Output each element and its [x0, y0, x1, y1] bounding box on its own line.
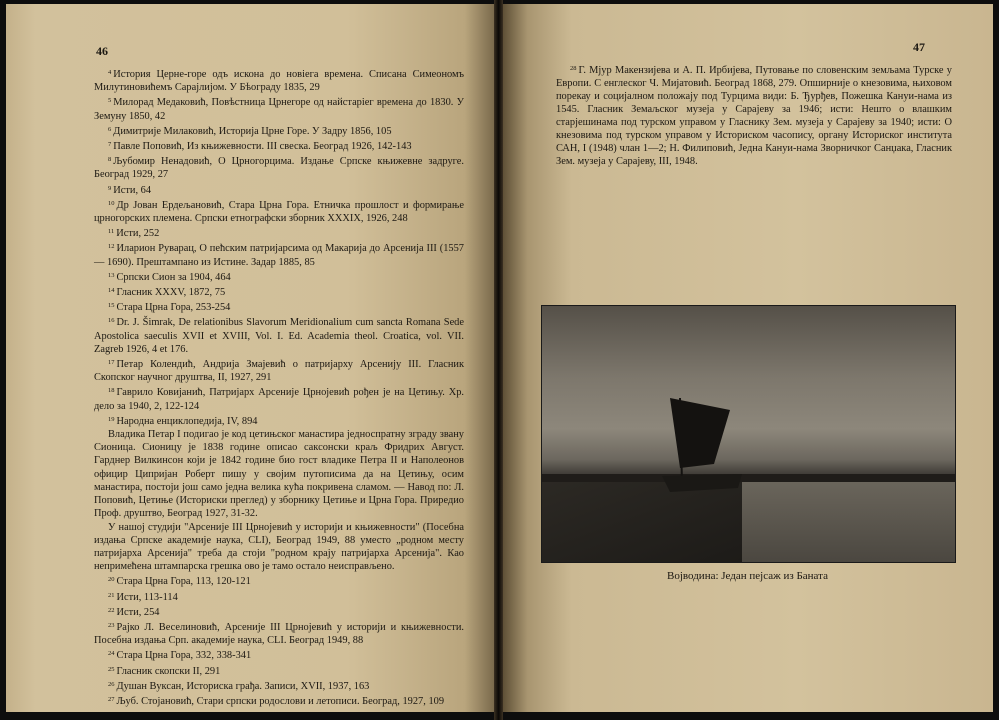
footnote-16 [94, 314, 464, 356]
footnote-list-a [94, 66, 464, 428]
left-page [6, 4, 494, 712]
footnote-marker: 8 [108, 156, 112, 164]
footnote-marker: 21 [108, 591, 115, 599]
footnote-marker: 11 [108, 228, 115, 236]
footnote-9 [94, 182, 464, 197]
footnote-marker: 5 [108, 97, 112, 105]
footnote-marker: 4 [108, 69, 112, 76]
paragraph-sionica: Владика Петар I подигао је код цетињског манастира једноспратну зграду звану Сионица. Сионицу је 1838 године описао саксонски краљ Фридрих Август. Гарднер Вилкинсон који је 1842 године био гост владике Петра II и Наполеонов официр Ципријан Роберт пишу у својим путописима да на Цетињу, осим манастира, постоји још само једна велика кућа покривена сламом. — Навод по: Л. Поповић, Цетиње (Историски преглед) у зборнику Цетиње и Црна Гора. Приредио Проф. друштво, Београд 1927, 31-32. [94, 429, 464, 520]
footnote-marker: 22 [108, 606, 115, 614]
footnote-text: Исти, 64 [113, 184, 152, 196]
footnote-marker: 10 [108, 199, 115, 207]
footnote-marker: 7 [108, 141, 112, 149]
footnote-text: Народна енциклопедија, IV, 894 [116, 415, 258, 427]
footnote-4 [94, 66, 464, 94]
boat-sail [670, 398, 730, 468]
sailboat-illustration [542, 306, 955, 562]
footnote-25 [94, 663, 464, 678]
footnote-text: Петар Колендић, Андрија Змајевић о патријарху Арсенију III. Гласник Скопског научног друштва, II, 1927, 291 [94, 359, 464, 384]
footnote-marker: 17 [108, 359, 115, 367]
footnote-marker: 16 [108, 317, 115, 325]
footnote-text: Рајко Л. Веселиновић, Арсеније III Црнојевић у историји и књижевности. Посебна издања Срп. академије наука, CLI. Београд 1949, 88 [94, 621, 464, 647]
footnote-marker: 27 [108, 695, 115, 703]
page-number-right: 47 [913, 40, 925, 54]
footnote-text: Исти, 113-114 [116, 591, 178, 603]
footnote-11 [94, 225, 464, 240]
footnote-text: Г. Мјур Макензијева и А. П. Ирбијева, Путовање по словенским земљама Турске у Европи. С енглеског Ч. Мијатовић. Београд 1868, 279. Опширније о кнезовима, њиховом порекау и социјалном положају под Турцима види: Б. Ђурђев, Пожешка Кануи-нама из 1545. Гласник Земаљског музеја у Сарајеву за 1946; исти: Нешто о влашким старјешинама под турском управом у Гласнику Зем. музеја у Сарајеву за 1940; исти: О кнезовима под турском управом у Историском часопису, органу Историског института САН, I (1948) члан 1—2; Н. Филиповић, Једна Кануи-нама Зворничког Санџака, Гласник Зем. музеја у Сарајеву, III, 1948. [556, 65, 952, 167]
footnote-text: Др Јован Ердељановић, Стара Црна Гора. Етничка прошлост и формирање црногорских племена. Српски етнографски зборник XXXIX, 1926, 248 [94, 199, 464, 225]
footnote-marker: 24 [108, 650, 115, 658]
footnote-text: Исти, 252 [116, 228, 160, 240]
footnote-marker: 13 [108, 271, 115, 279]
footnote-marker: 18 [108, 387, 115, 395]
photo-caption: Војводина: Један пејсаж из Баната [667, 570, 828, 582]
footnote-text: Љуб. Стојановић, Стари српски родослови и летописи. Београд, 1927, 109 [116, 695, 445, 707]
footnote-19 [94, 413, 464, 428]
footnote-7 [94, 138, 464, 153]
footnote-27 [94, 693, 464, 708]
book-gutter [494, 0, 503, 720]
footnote-23 [94, 619, 464, 647]
footnote-text: Гласник XXXV, 1872, 75 [116, 287, 226, 299]
footnote-text: История Церне-горе одъ искона до новіега времена. Списана Симеономъ Милутиновићемъ Сарајлијом. У Бѣограду 1835, 29 [94, 69, 464, 94]
footnote-marker: 9 [108, 184, 112, 192]
footnote-marker: 20 [108, 576, 115, 584]
footnote-26 [94, 678, 464, 693]
footnote-marker: 28 [570, 65, 577, 72]
footnote-text: Иларион Руварац, О пећским патријарсима од Макарија до Арсенија III (1557 — 1690). Прештампано из Истине. Задар 1885, 85 [94, 243, 464, 268]
footnote-text: Стара Црна Гора, 332, 338-341 [116, 650, 252, 662]
page-number-left: 46 [96, 44, 108, 58]
footnote-text: Dr. J. Šimrak, De relationibus Slavorum Meridionalium cum sancta Romana Sede Apostolica saeculis XVII et XVIII, Vol. I. Ed. Academia theol. Croatica, vol. VII. Zagreb 1926, 4 et 176. [94, 317, 464, 355]
footnote-text: Душан Вуксан, Историска грађа. Записи, XVII, 1937, 163 [116, 680, 370, 692]
footnote-12 [94, 240, 464, 268]
footnote-5 [94, 94, 464, 122]
footnote-13 [94, 269, 464, 284]
footnote-list-b [94, 573, 464, 708]
footnote-marker: 19 [108, 415, 115, 423]
footnote-text: Гаврило Ковијанић, Патријарх Арсеније Црнојевић рођен је на Цетињу. Хр. дело за 1940, 2, 122-124 [94, 387, 464, 412]
footnote-marker: 6 [108, 125, 112, 133]
footnote-6 [94, 123, 464, 138]
footnote-text: Српски Сион за 1904, 464 [116, 271, 231, 283]
footnote-text: Стара Црна Гора, 113, 120-121 [116, 576, 251, 588]
footnote-18 [94, 384, 464, 412]
footnote-8 [94, 153, 464, 181]
footnote-24 [94, 647, 464, 662]
footnote-20 [94, 573, 464, 588]
footnote-right [556, 62, 952, 168]
footnote-text: Стара Црна Гора, 253-254 [116, 302, 231, 314]
footnote-14 [94, 284, 464, 299]
footnote-text: Павле Поповић, Из књижевности. III свеска. Београд 1926, 142-143 [113, 141, 412, 153]
landscape-photo [541, 305, 956, 563]
boat-hull [662, 474, 742, 492]
footnote-22 [94, 604, 464, 619]
footnote-10 [94, 197, 464, 225]
footnote-marker: 15 [108, 302, 115, 310]
paragraph-correction: У нашој студији "Арсеније III Црнојевић у историји и књижевности" (Посебна издања Српске академије наука, CLI), Београд 1949, 88 уместо „родном месту патријарха Арсенија" треба да стоји "родном крају патријарха Арсенија". Као непримећена штампарска грешка ово је тамо остало неисправљено. [94, 521, 464, 573]
footnote-text: Исти, 254 [116, 606, 160, 618]
footnote-text: Гласник скопски II, 291 [116, 665, 221, 677]
footnote-marker: 26 [108, 680, 115, 688]
footnote-21 [94, 589, 464, 604]
footnote-marker: 14 [108, 287, 115, 295]
right-page [503, 4, 993, 712]
footnote-15 [94, 299, 464, 314]
footnote-28 [556, 62, 952, 168]
footnote-marker: 23 [108, 621, 115, 629]
footnote-text: Димитрије Милаковић, Историја Црне Горе. У Задру 1856, 105 [113, 125, 392, 137]
footnotes-left [94, 66, 464, 708]
footnote-17 [94, 356, 464, 384]
footnote-text: Милорад Медаковић, Повѣстница Црнегоре од найстаріег времена до 1830. У Земуну 1850, 42 [94, 97, 464, 122]
footnote-marker: 25 [108, 665, 115, 673]
footnote-marker: 12 [108, 243, 115, 251]
footnote-text: Љубомир Ненадовић, О Црногорцима. Издање Српске књижевне задруге. Београд 1929, 27 [94, 156, 464, 181]
